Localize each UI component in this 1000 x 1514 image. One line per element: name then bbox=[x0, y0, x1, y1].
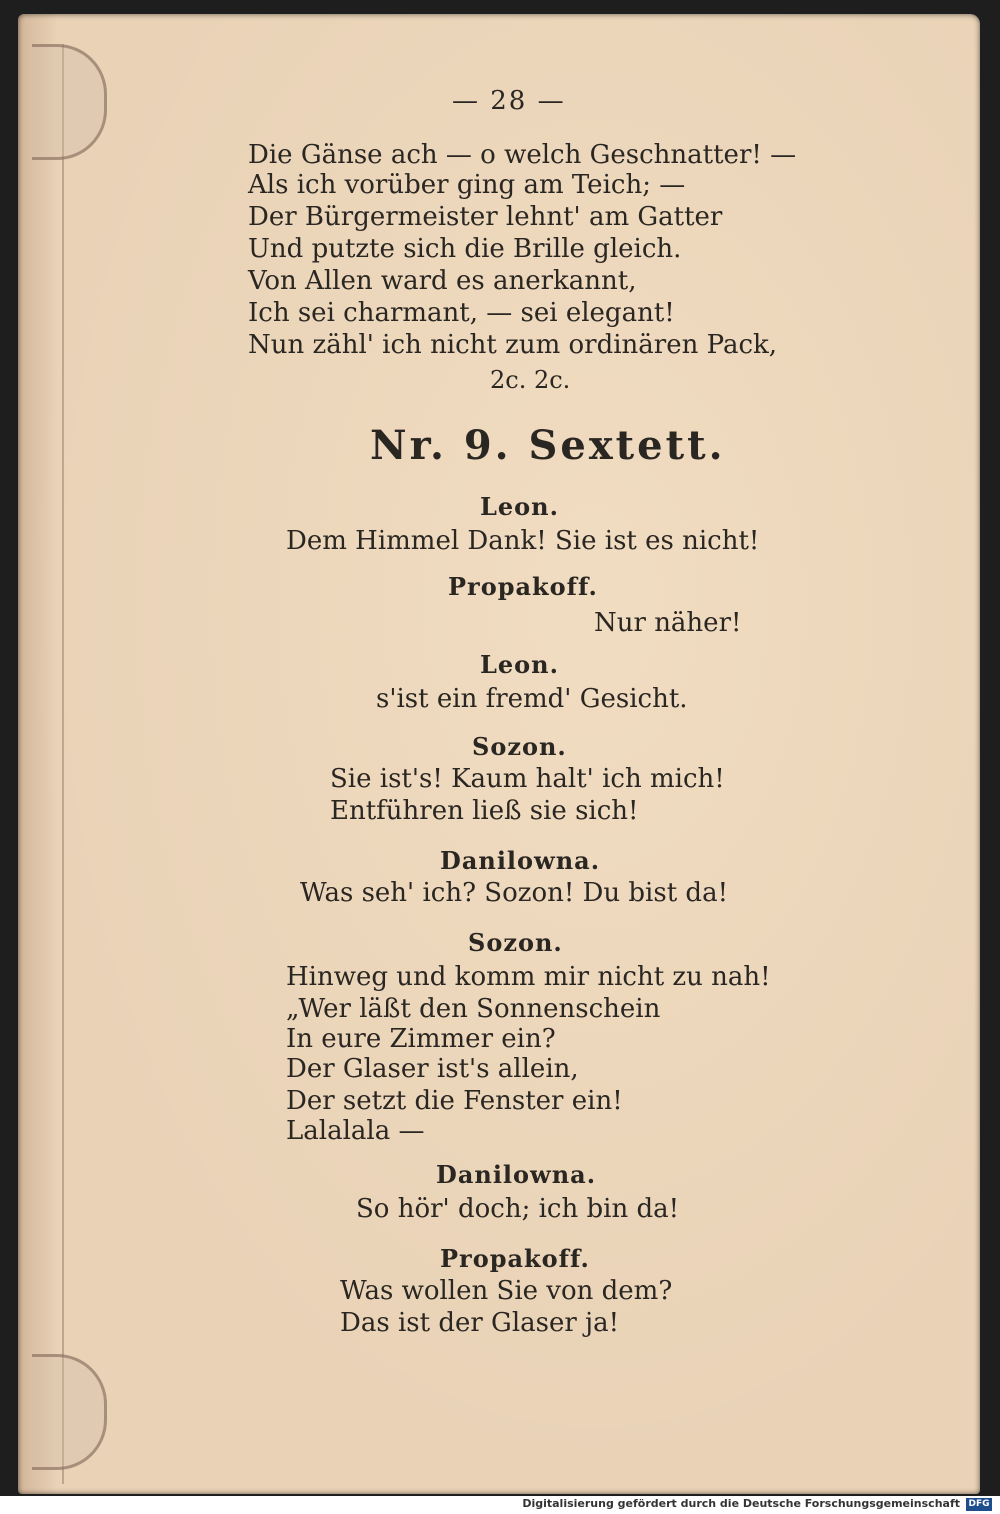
section-heading: Nr. 9. Sextett. bbox=[370, 422, 726, 469]
dialogue-line: Lalalala — bbox=[286, 1116, 425, 1146]
binding-clip-bottom bbox=[32, 1354, 107, 1470]
dfg-logo: DFG bbox=[966, 1498, 992, 1511]
page-number: — 28 — bbox=[452, 86, 566, 116]
etcetera: 2c. 2c. bbox=[490, 366, 571, 394]
verse-line: Als ich vorüber ging am Teich; — bbox=[248, 170, 686, 200]
spine-line bbox=[62, 44, 64, 1484]
speaker-name: Propakoff. bbox=[448, 572, 598, 601]
dialogue-line: So hör' doch; ich bin da! bbox=[356, 1194, 680, 1224]
speaker-name: Danilowna. bbox=[436, 1160, 597, 1189]
verse-line: Von Allen ward es anerkannt, bbox=[248, 266, 637, 296]
dialogue-line: Was seh' ich? Sozon! Du bist da! bbox=[300, 878, 729, 908]
verse-line: Die Gänse ach — o welch Geschnatter! — bbox=[248, 140, 797, 170]
dialogue-line: Sie ist's! Kaum halt' ich mich! bbox=[330, 764, 725, 794]
dialogue-line: Was wollen Sie von dem? bbox=[340, 1276, 673, 1306]
speaker-name: Danilowna. bbox=[440, 846, 601, 875]
binding-clip-top bbox=[32, 44, 107, 160]
speaker-name: Sozon. bbox=[468, 928, 563, 957]
dialogue-line: In eure Zimmer ein? bbox=[286, 1024, 556, 1054]
verse-line: Der Bürgermeister lehnt' am Gatter bbox=[248, 202, 723, 232]
verse-line: Ich sei charmant, — sei elegant! bbox=[248, 298, 675, 328]
footer-credit: Digitalisierung gefördert durch die Deutsche Forschungsgemeinschaft bbox=[522, 1497, 960, 1510]
speaker-name: Leon. bbox=[480, 492, 559, 521]
dialogue-line: „Wer läßt den Sonnenschein bbox=[286, 994, 661, 1024]
speaker-name: Propakoff. bbox=[440, 1244, 590, 1273]
speaker-name: Leon. bbox=[480, 650, 559, 679]
verse-line: Nun zähl' ich nicht zum ordinären Pack, bbox=[248, 330, 778, 360]
dialogue-line: Dem Himmel Dank! Sie ist es nicht! bbox=[286, 526, 760, 556]
dialogue-line: Entführen ließ sie sich! bbox=[330, 796, 639, 826]
dialogue-line: Der setzt die Fenster ein! bbox=[286, 1086, 623, 1116]
dialogue-line: Das ist der Glaser ja! bbox=[340, 1308, 620, 1338]
dialogue-line: s'ist ein fremd' Gesicht. bbox=[376, 684, 688, 714]
dialogue-line: Der Glaser ist's allein, bbox=[286, 1054, 579, 1084]
dialogue-line: Nur näher! bbox=[594, 608, 742, 638]
verse-line: Und putzte sich die Brille gleich. bbox=[248, 234, 682, 264]
speaker-name: Sozon. bbox=[472, 732, 567, 761]
dialogue-line: Hinweg und komm mir nicht zu nah! bbox=[286, 962, 771, 992]
